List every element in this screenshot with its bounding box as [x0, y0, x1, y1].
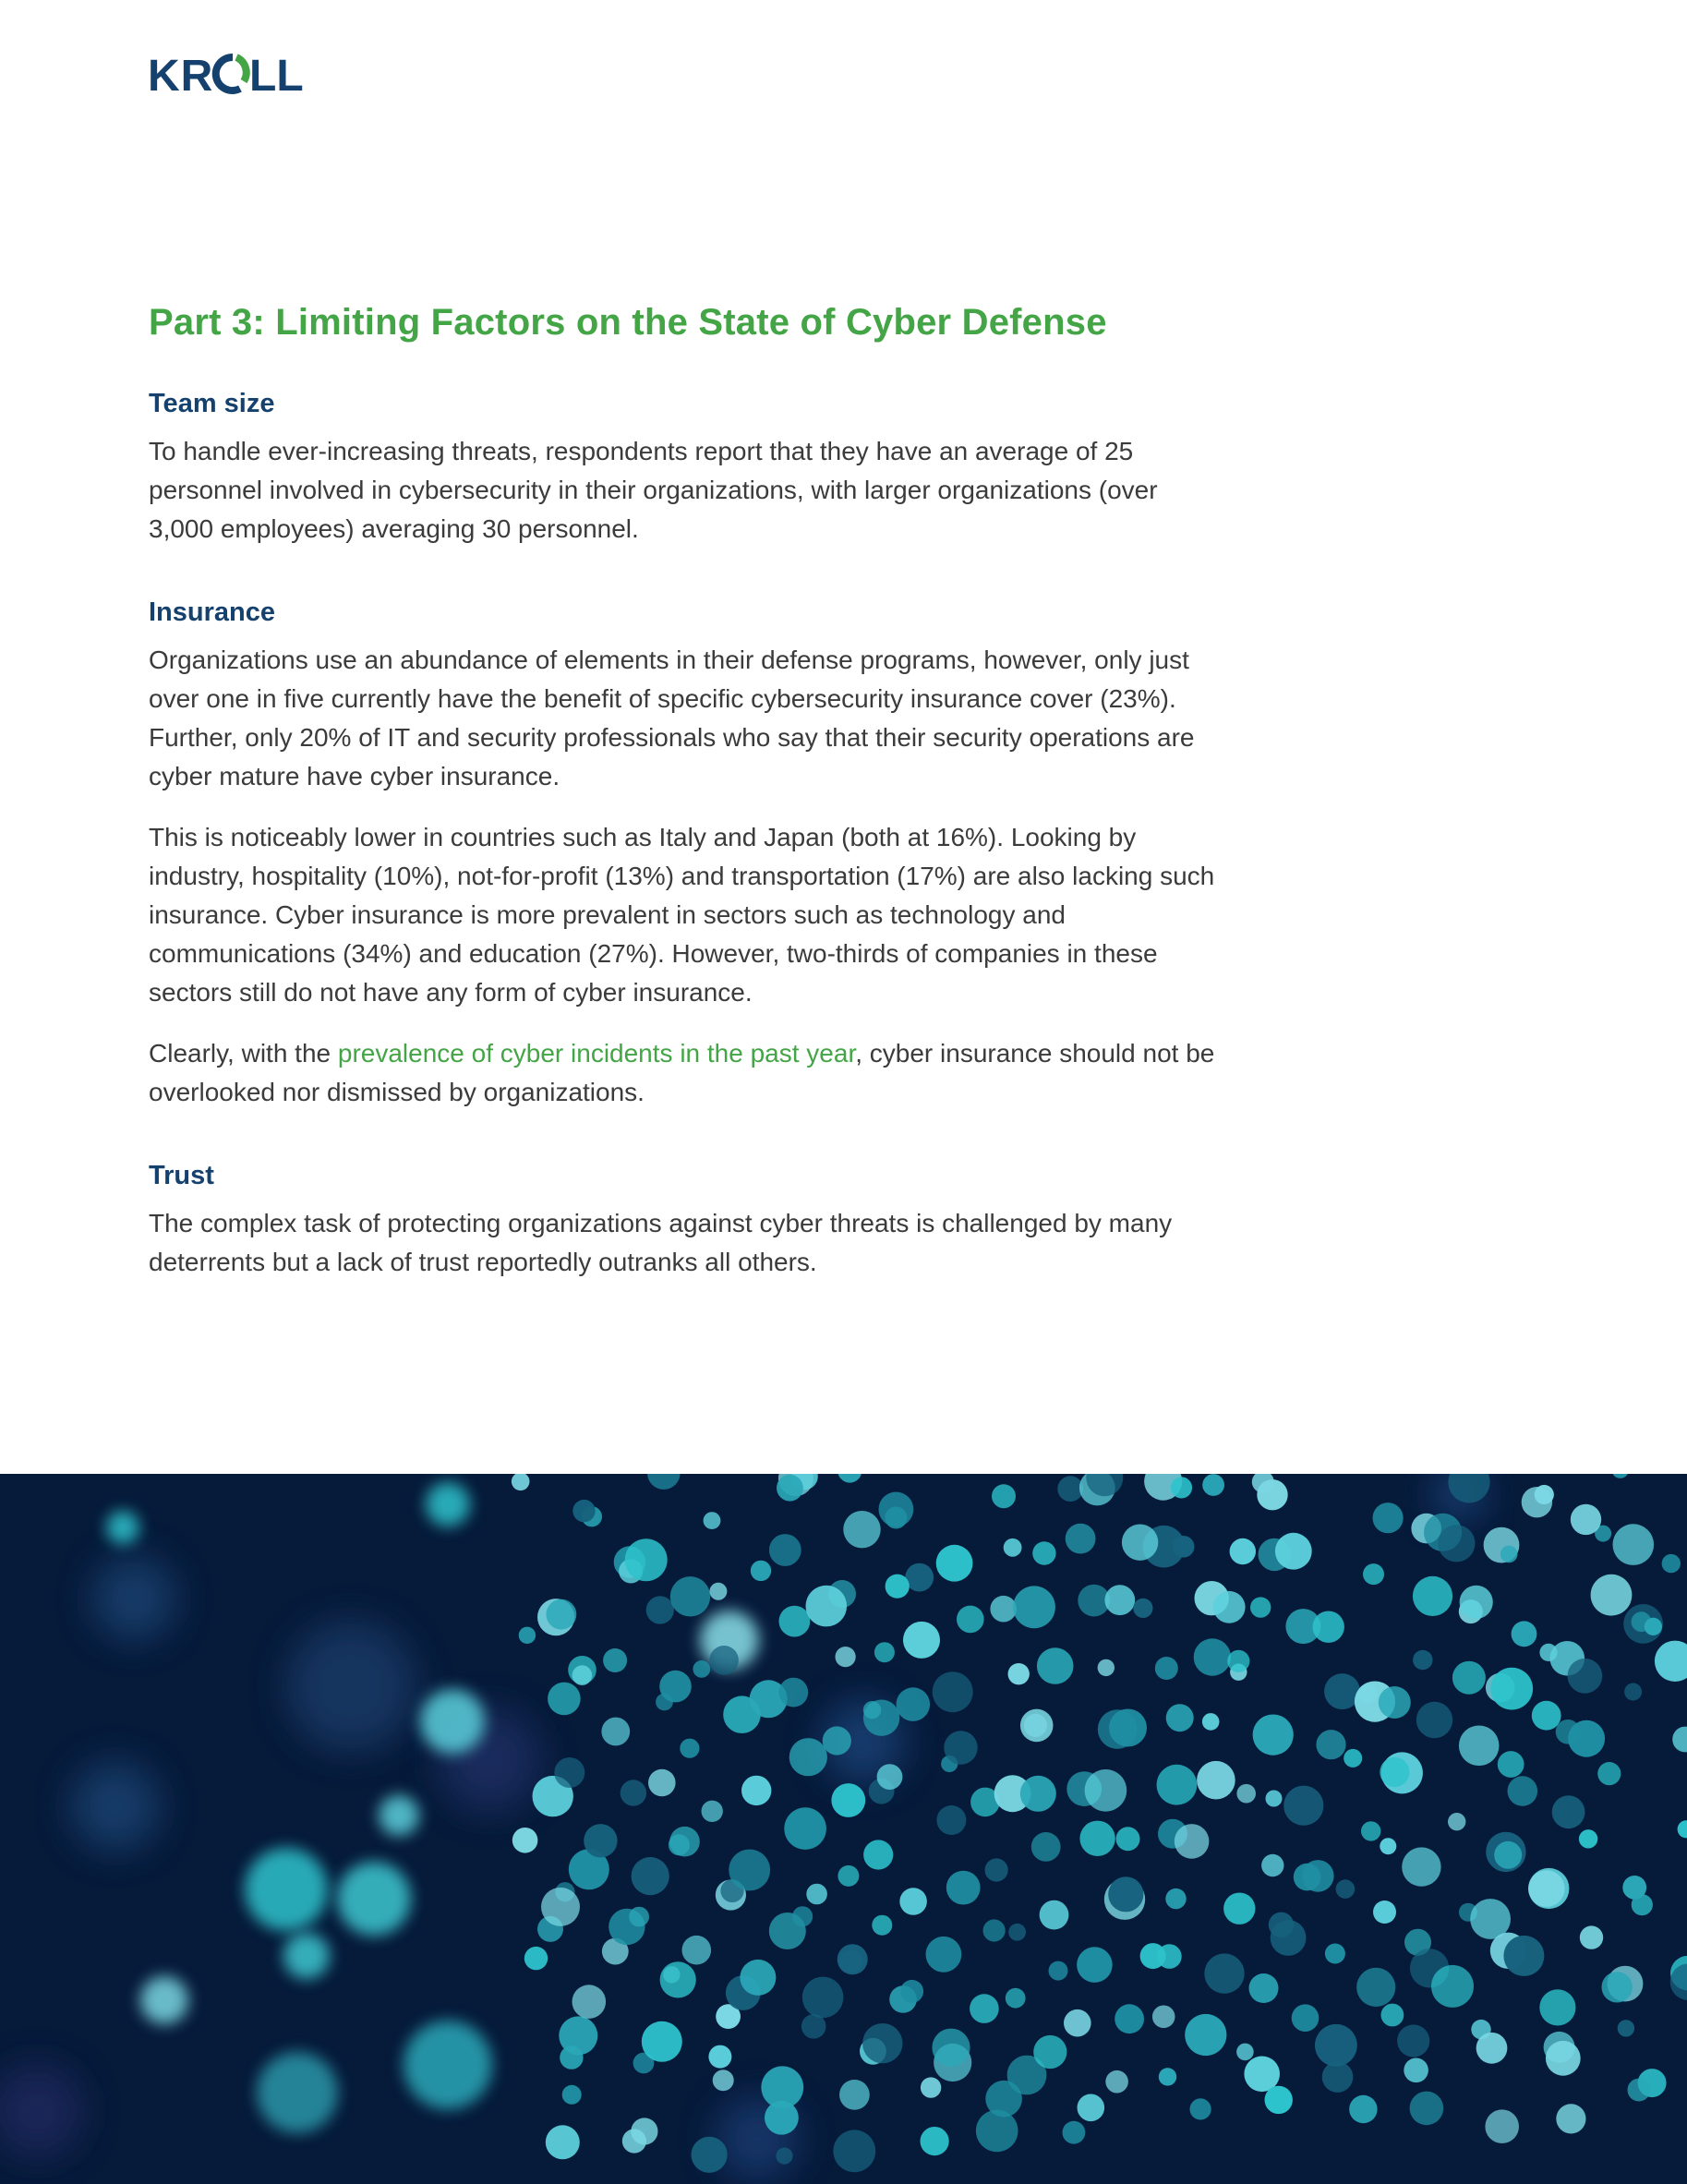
dot — [1204, 1953, 1244, 1993]
dot — [776, 2148, 792, 2165]
dot — [1078, 2094, 1105, 2122]
dot — [740, 1960, 776, 1996]
svg-text:KR: KR — [148, 52, 214, 96]
kroll-logo-mark — [148, 50, 305, 96]
dot — [802, 1977, 844, 2019]
glow-dot — [283, 1933, 330, 1979]
cyber-incidents-link[interactable]: prevalence of cyber incidents in the past year — [337, 1039, 856, 1068]
dot — [693, 1660, 710, 1678]
dot — [1040, 1900, 1069, 1930]
glow-dot — [257, 2052, 338, 2133]
dot — [1159, 2068, 1176, 2085]
dot — [836, 1647, 856, 1667]
dot — [601, 1718, 630, 1746]
dot — [1152, 2006, 1175, 2029]
background-blob — [71, 1762, 160, 1851]
dot — [885, 1507, 907, 1529]
dot — [792, 1906, 813, 1926]
dot — [1571, 1504, 1601, 1535]
dot — [682, 1936, 712, 1965]
dot — [1185, 2014, 1226, 2056]
dot — [1033, 2035, 1066, 2069]
dot — [1431, 1965, 1474, 2008]
dot — [886, 1575, 910, 1599]
dot — [1349, 2095, 1377, 2123]
dot — [1032, 1541, 1055, 1564]
dot — [512, 1474, 530, 1490]
dot — [806, 1884, 827, 1905]
dot — [1020, 1776, 1056, 1812]
dot — [546, 2125, 580, 2159]
dot — [863, 1840, 893, 1869]
dot — [1292, 2004, 1319, 2032]
dot — [1316, 1730, 1345, 1759]
dot — [833, 2130, 875, 2172]
dot — [1155, 1657, 1178, 1680]
dot — [1057, 1476, 1083, 1502]
dot — [1410, 2092, 1444, 2126]
dot — [1485, 2109, 1519, 2143]
dot — [1157, 1944, 1182, 1969]
dot — [1236, 1784, 1256, 1804]
dot — [1322, 2061, 1354, 2093]
section-heading: Trust — [149, 1161, 214, 1190]
dot — [944, 1731, 977, 1764]
dot — [872, 1915, 892, 1936]
dot — [1494, 1841, 1522, 1869]
dot — [1498, 1751, 1524, 1778]
dot — [1624, 1683, 1642, 1701]
dot — [713, 2069, 734, 2091]
dot — [1500, 1546, 1518, 1563]
dot — [572, 1985, 607, 2019]
dot — [1175, 1824, 1210, 1859]
dot — [1223, 1893, 1255, 1925]
section-trust — [149, 1156, 1229, 1282]
background-blob — [92, 1557, 175, 1640]
page-title: Part 3: Limiting Factors on the State of Cyber Defense — [149, 302, 1107, 343]
dot — [837, 1865, 859, 1887]
dot — [1157, 1765, 1198, 1805]
dot — [784, 1807, 826, 1850]
dot — [990, 1596, 1017, 1623]
dot — [1539, 1989, 1575, 2025]
dot — [1115, 2004, 1144, 2033]
dot — [1438, 1525, 1475, 1562]
dot — [1528, 1870, 1565, 1907]
dot — [1452, 1661, 1486, 1695]
paragraph-text: , cyber insurance should not be overlooked nor dismissed by organizations. — [149, 1039, 1215, 1106]
dot — [1503, 1936, 1544, 1976]
dot — [1622, 1876, 1646, 1900]
dot — [1116, 1827, 1140, 1851]
dot — [554, 1757, 584, 1788]
dot — [1381, 2004, 1404, 2027]
dot — [1628, 2079, 1651, 2102]
dot — [741, 1776, 771, 1805]
glow-dot — [106, 1511, 139, 1544]
dot — [1230, 1538, 1256, 1564]
dot — [1313, 1611, 1344, 1643]
dot — [1568, 1720, 1605, 1757]
dot — [1008, 1924, 1026, 1941]
dot — [1336, 1879, 1356, 1899]
dot — [1508, 1776, 1538, 1806]
background-blob — [286, 1622, 416, 1751]
dot — [1532, 1701, 1561, 1731]
dot — [629, 1907, 649, 1927]
dot — [806, 1586, 848, 1627]
dot — [936, 1545, 973, 1582]
dot — [985, 1858, 1008, 1881]
dot — [1122, 1525, 1158, 1561]
dot — [680, 1739, 699, 1758]
dot — [1006, 1988, 1026, 2009]
glow-dot — [337, 1862, 411, 1936]
dot — [921, 2077, 941, 2097]
dot — [1539, 1644, 1557, 1661]
dot — [1037, 1647, 1074, 1684]
dot — [709, 1583, 727, 1600]
dot — [541, 1888, 580, 1926]
paragraph-text: Clearly, with the — [149, 1039, 338, 1068]
dot — [1672, 1727, 1687, 1753]
dot — [1271, 1920, 1307, 1956]
main-content — [149, 292, 1229, 1326]
glow-dot — [245, 1848, 328, 1931]
dot — [1315, 2024, 1357, 2067]
dot — [1662, 1554, 1681, 1573]
dot — [709, 1646, 739, 1675]
dot — [761, 2066, 803, 2108]
dot — [1133, 1599, 1152, 1618]
dot — [1611, 1474, 1629, 1478]
dot — [1108, 1876, 1143, 1912]
dot — [1568, 1659, 1603, 1694]
dot — [1413, 1650, 1432, 1670]
dot — [957, 1606, 984, 1634]
dot — [660, 1961, 696, 1997]
dot — [1085, 1769, 1127, 1812]
dot — [1597, 1762, 1621, 1785]
dot — [751, 1561, 771, 1581]
decorative-dots-banner — [0, 1474, 1687, 2184]
dot — [659, 1671, 692, 1703]
dot — [560, 2045, 583, 2069]
dot — [1265, 2086, 1293, 2114]
dot — [572, 1500, 595, 1522]
logo-o-mark — [216, 57, 247, 90]
dot — [524, 1947, 548, 1970]
dot — [729, 1850, 770, 1891]
dot — [1404, 2058, 1428, 2083]
dot — [1008, 1663, 1030, 1684]
dot — [1380, 1757, 1409, 1787]
body-paragraph: This is noticeably lower in countries such as Italy and Japan (both at 16%). Looking by industry, hospitality (10%), not-for-profit (13%) and transportation (17%) are also lacking such insurance. Cyber insurance is more prevalent in sectors such as technology and communications (34%) and education (27%). However, two-thirds of companies in these sectors still do not have any form of cyber insurance. — [149, 823, 1215, 1007]
dot — [831, 1783, 865, 1817]
dot — [1031, 1832, 1061, 1862]
section-team-size — [149, 384, 1229, 549]
dot — [837, 1944, 868, 1974]
dot — [1380, 1838, 1396, 1854]
dot — [1257, 1479, 1287, 1510]
dot — [631, 2118, 657, 2144]
background-blob — [0, 2065, 83, 2157]
dot — [1166, 1704, 1194, 1732]
dot — [779, 1606, 811, 1637]
dot — [1546, 2041, 1581, 2076]
dot — [1236, 2044, 1254, 2061]
dot — [648, 1769, 676, 1797]
kroll-logo — [148, 50, 305, 96]
dot — [897, 1687, 931, 1721]
dot — [1244, 2057, 1280, 2093]
dot — [1063, 2121, 1086, 2144]
dot — [1356, 1968, 1395, 2007]
glow-dot — [426, 1482, 470, 1526]
dot — [1363, 1563, 1384, 1585]
dot — [1591, 1575, 1633, 1616]
dot — [704, 1512, 721, 1529]
dot — [646, 1596, 674, 1623]
body-paragraph: The complex task of protecting organizations against cyber threats is challenged by many deterrents but a lack of trust reportedly outranks all others. — [149, 1209, 1173, 1276]
dot — [1104, 1585, 1135, 1615]
dot — [1535, 1485, 1554, 1504]
dot — [1283, 1786, 1323, 1826]
dot — [519, 1627, 536, 1644]
dot — [1302, 1860, 1334, 1892]
dot — [970, 1994, 999, 2023]
dot — [1213, 1591, 1246, 1623]
dot — [1325, 1944, 1345, 1964]
dot — [1402, 1847, 1440, 1886]
dot — [1077, 1947, 1113, 1983]
dot — [625, 1538, 668, 1581]
dot — [1202, 1474, 1224, 1496]
dot — [1165, 1888, 1186, 1909]
dot — [572, 1665, 593, 1685]
dot — [983, 1919, 1006, 1941]
dot — [1645, 1618, 1662, 1635]
dot — [905, 1563, 934, 1592]
dot — [632, 1857, 669, 1895]
dot — [1105, 2070, 1128, 2094]
dot — [789, 1738, 827, 1776]
dot — [584, 1824, 617, 1857]
section-heading: Insurance — [149, 597, 275, 627]
dot — [899, 1888, 927, 1915]
dot — [603, 1648, 627, 1672]
dot — [708, 2045, 731, 2069]
dot — [1379, 1686, 1411, 1719]
dot — [769, 1534, 801, 1566]
section-heading: Team size — [149, 389, 275, 418]
dot — [843, 1511, 880, 1548]
dot — [1613, 1524, 1655, 1565]
dot — [1109, 1709, 1147, 1747]
dot — [932, 2029, 970, 2067]
glow-dot — [379, 1795, 419, 1836]
body-paragraph: To handle ever-increasing threats, respondents report that they have an average of 25 personnel involved in cybersecurity in their organizations, with larger organizations (over 3,000 employees) averaging 30 personnel. — [149, 437, 1158, 543]
dot — [1373, 1900, 1396, 1924]
glow-dot — [420, 1689, 485, 1754]
dot — [936, 1805, 966, 1835]
dot — [946, 1871, 981, 1905]
dot — [1373, 1502, 1404, 1533]
dot — [1358, 1683, 1378, 1703]
dot — [1655, 1641, 1687, 1682]
dot — [562, 2085, 582, 2105]
dot — [778, 1678, 808, 1707]
dot — [512, 1828, 538, 1853]
dot — [621, 1780, 646, 1805]
dot — [1416, 1702, 1452, 1738]
dot — [874, 1642, 895, 1662]
dot — [903, 1622, 940, 1659]
glow-dot — [404, 2021, 492, 2109]
dot — [1490, 1668, 1533, 1710]
dot — [1013, 1586, 1055, 1628]
dot — [921, 2127, 949, 2155]
dot — [1171, 1477, 1192, 1498]
dot — [1512, 1621, 1537, 1647]
dot — [877, 1764, 903, 1790]
dot — [1448, 1813, 1465, 1830]
dot — [1004, 1538, 1022, 1557]
dot — [1197, 1761, 1235, 1800]
dot — [823, 1726, 851, 1755]
dot — [1064, 2009, 1091, 2037]
dot — [642, 2021, 682, 2062]
dot — [992, 1484, 1016, 1508]
dot — [1190, 2098, 1211, 2119]
dot — [669, 1827, 700, 1857]
dot — [900, 1980, 923, 2003]
dot — [1049, 1961, 1068, 1981]
body-paragraph: Organizations use an abundance of elements in their defense programs, however, only just over one in five currently have the benefit of specific cybersecurity insurance cover (23%). Further, only 20% of IT and security professionals who say that their security operations are cyber mature have cyber insurance. — [149, 646, 1195, 790]
dot — [933, 1671, 973, 1712]
glow-dot — [140, 1976, 188, 2024]
dot — [1253, 1715, 1294, 1756]
dot — [1459, 1726, 1500, 1767]
dot — [1066, 1524, 1096, 1554]
dot — [777, 1475, 803, 1502]
dot — [1361, 1821, 1380, 1840]
dot — [1261, 1854, 1283, 1876]
section-insurance — [149, 593, 1229, 1112]
dot — [1397, 2024, 1429, 2057]
dot — [1580, 1925, 1603, 1949]
dot — [547, 1599, 577, 1630]
dot — [692, 2137, 728, 2173]
dot — [1249, 1973, 1279, 2003]
dot — [1344, 1749, 1362, 1768]
dot — [1079, 1821, 1115, 1856]
dot — [1579, 1829, 1597, 1848]
dot — [837, 1474, 862, 1483]
dot — [1552, 1795, 1585, 1828]
dot — [1098, 1659, 1115, 1676]
dot — [863, 1701, 881, 1719]
dot — [1460, 1586, 1493, 1619]
body-paragraph-with-link — [149, 1034, 1229, 1112]
dot — [1202, 1713, 1220, 1731]
dot — [702, 1801, 723, 1822]
dot — [1250, 1597, 1271, 1617]
dot — [862, 2023, 902, 2063]
dot — [1413, 1576, 1452, 1616]
dot — [1556, 2104, 1585, 2133]
dot — [1266, 1791, 1283, 1807]
dot — [1173, 1536, 1195, 1558]
dot — [548, 1683, 581, 1716]
dot — [976, 2110, 1018, 2153]
dot — [647, 1474, 681, 1490]
dot — [1678, 1820, 1687, 1838]
dot — [1275, 1533, 1312, 1570]
dot — [1024, 1714, 1047, 1737]
dot — [1194, 1638, 1231, 1675]
dot — [1476, 2033, 1508, 2064]
dot — [839, 2080, 870, 2110]
dot — [1602, 1972, 1633, 2002]
svg-text:LL: LL — [249, 52, 304, 96]
dots-illustration — [0, 1474, 1687, 2184]
dot — [1227, 1650, 1249, 1672]
dot — [926, 1937, 962, 1973]
dot — [1618, 2020, 1634, 2036]
dot — [670, 1576, 710, 1616]
